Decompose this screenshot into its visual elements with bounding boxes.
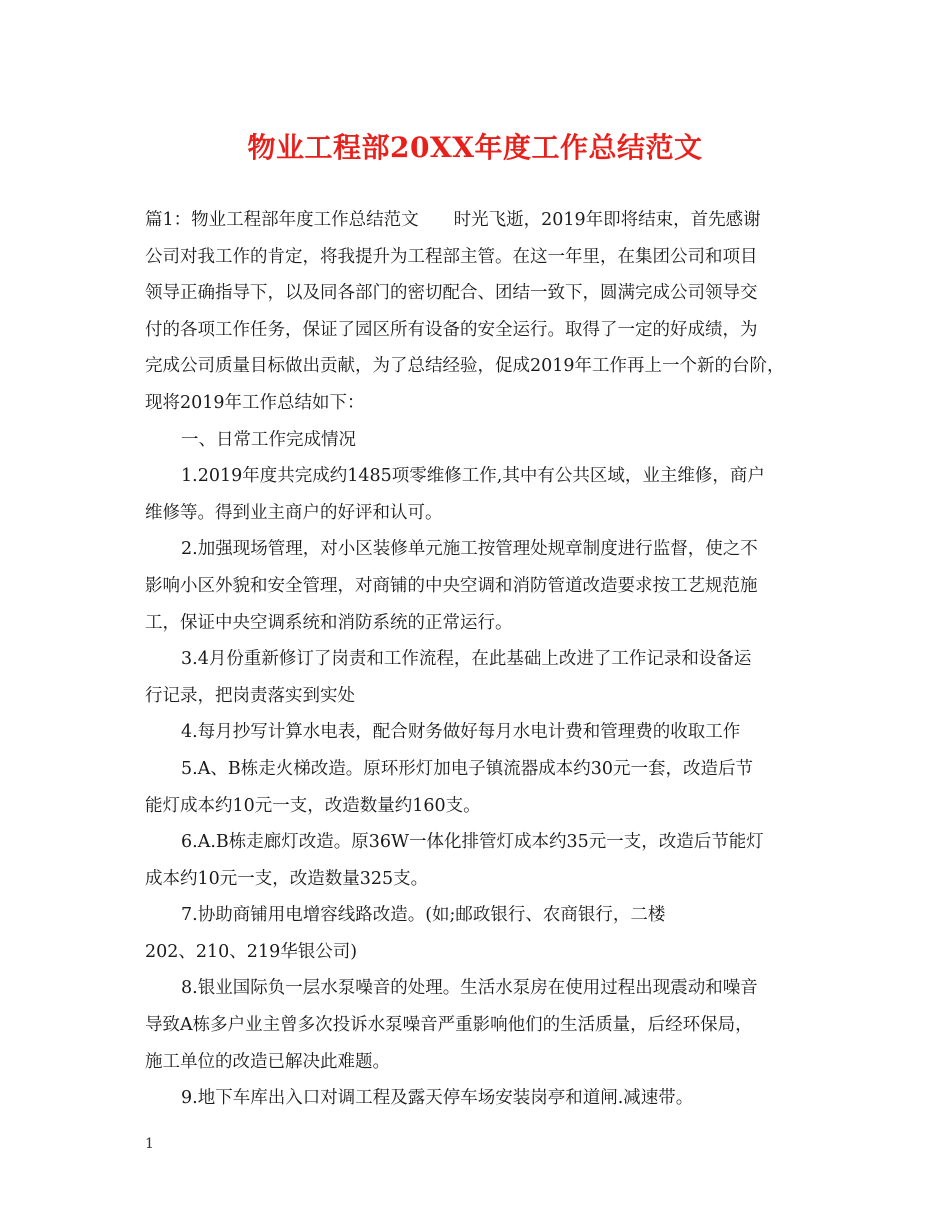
document-body [145,202,815,1117]
paragraph-line: 行记录，把岗责落实到实处 [145,685,355,706]
paragraph-line: 7.协助商铺用电增容线路改造。(如;邮政银行、农商银行，二楼 [181,905,666,926]
paragraph-line: 导致A栋多户业主曾多次投诉水泵噪音严重影响他们的生活质量，后经环保局， [145,1015,753,1036]
section-heading: 一、日常工作完成情况 [181,429,356,450]
paragraph-line: 5.A、B栋走火梯改造。原环形灯加电子镇流器成本约30元一套，改造后节 [181,758,753,779]
paragraph-line: 公司对我工作的肯定，将我提升为工程部主管。在这一年里，在集团公司和项目 [145,246,758,267]
paragraph-line: 8.银业国际负一层水泵噪音的处理。生活水泵房在使用过程出现震动和噪音 [181,978,758,999]
paragraph-line: 完成公司质量目标做出贡献，为了总结经验，促成2019年工作再上一个新的台阶， [145,356,785,377]
paragraph-line: 付的各项工作任务，保证了园区所有设备的安全运行。取得了一定的好成绩，为 [145,319,758,340]
document-title: 物业工程部20XX年度工作总结范文 [247,131,703,164]
paragraph-line: 领导正确指导下，以及同各部门的密切配合、团结一致下，圆满完成公司领导交 [145,283,758,304]
paragraph-line: 影响小区外貌和安全管理，对商铺的中央空调和消防管道改造要求按工艺规范施 [145,575,758,596]
paragraph-line: 能灯成本约10元一支，改造数量约160支。 [145,795,481,816]
paragraph-line: 2.加强现场管理，对小区装修单元施工按管理处规章制度进行监督，使之不 [181,539,758,560]
paragraph-line: 成本约10元一支，改造数量325支。 [145,868,429,889]
paragraph-line: 9.地下车库出入口对调工程及露天停车场安装岗亭和道闸.减速带。 [181,1088,694,1109]
paragraph-line: 6.A.B栋走廊灯改造。原36W一体化排管灯成本约35元一支，改造后节能灯 [181,832,764,853]
paragraph-line: 3.4月份重新修订了岗责和工作流程，在此基础上改进了工作记录和设备运 [181,649,752,670]
paragraph-line: 篇1：物业工程部年度工作总结范文 时光飞逝，2019年即将结束，首先感谢 [145,210,761,230]
paragraph-line: 工，保证中央空调系统和消防系统的正常运行。 [145,612,513,633]
paragraph-line: 维修等。得到业主商户的好评和认可。 [145,502,443,523]
page-number: 1 [145,1136,154,1152]
paragraph-line: 1.2019年度共完成约1485项零维修工作,其中有公共区域，业主维修，商户 [181,466,765,487]
paragraph-line: 施工单位的改造已解决此难题。 [145,1051,390,1072]
paragraph-line: 现将2019年工作总结如下： [145,392,365,413]
paragraph-line: 202、210、219华银公司) [145,941,358,962]
paragraph-line: 4.每月抄写计算水电表，配合财务做好每月水电计费和管理费的收取工作 [181,722,741,743]
